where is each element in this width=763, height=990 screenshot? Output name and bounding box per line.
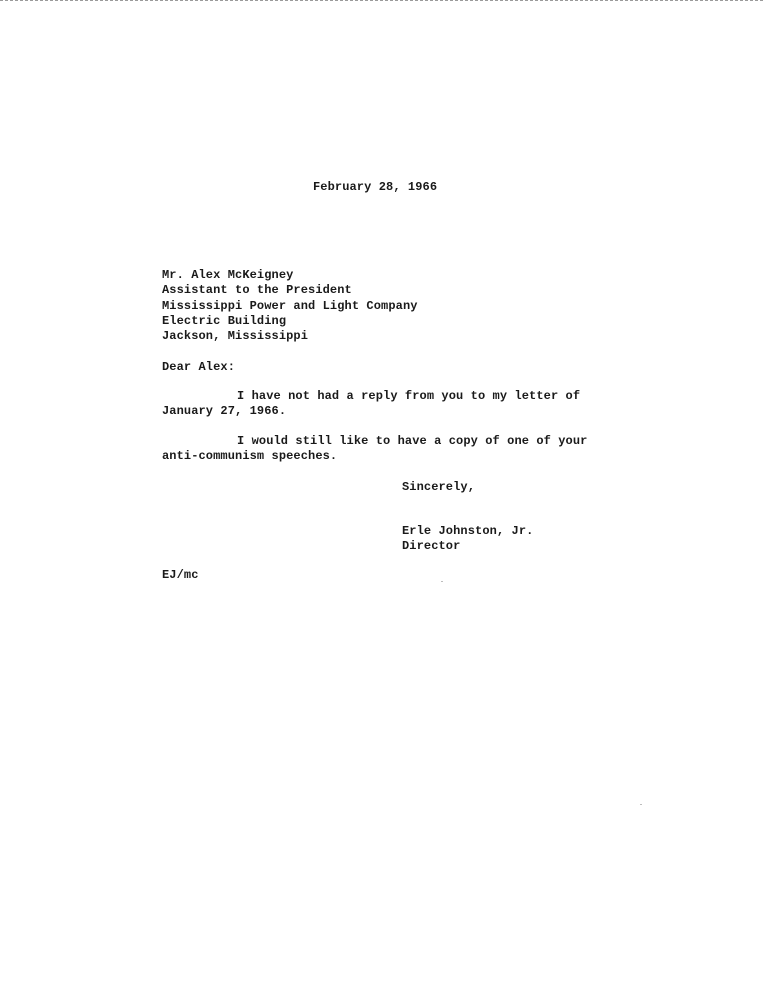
addressee-company: Mississippi Power and Light Company — [162, 299, 418, 313]
addressee-name: Mr. Alex McKeigney — [162, 268, 294, 282]
salutation: Dear Alex: — [162, 360, 236, 374]
scan-speck — [441, 581, 443, 582]
scan-speck — [640, 804, 642, 805]
addressee-city: Jackson, Mississippi — [162, 329, 309, 343]
page-top-edge — [0, 0, 763, 1]
signer-name: Erle Johnston, Jr. — [402, 524, 534, 538]
letter-date: February 28, 1966 — [313, 180, 438, 194]
addressee-building: Electric Building — [162, 314, 287, 328]
signer-title: Director — [402, 539, 461, 553]
paragraph-line: January 27, 1966. — [162, 404, 287, 418]
paragraph-line: anti-communism speeches. — [162, 449, 338, 463]
paragraph-line: I would still like to have a copy of one of your — [237, 434, 588, 448]
addressee-title: Assistant to the President — [162, 283, 352, 297]
closing: Sincerely, — [402, 480, 476, 494]
reference-initials: EJ/mc — [162, 568, 199, 582]
paragraph-line: I have not had a reply from you to my letter of — [237, 389, 581, 403]
